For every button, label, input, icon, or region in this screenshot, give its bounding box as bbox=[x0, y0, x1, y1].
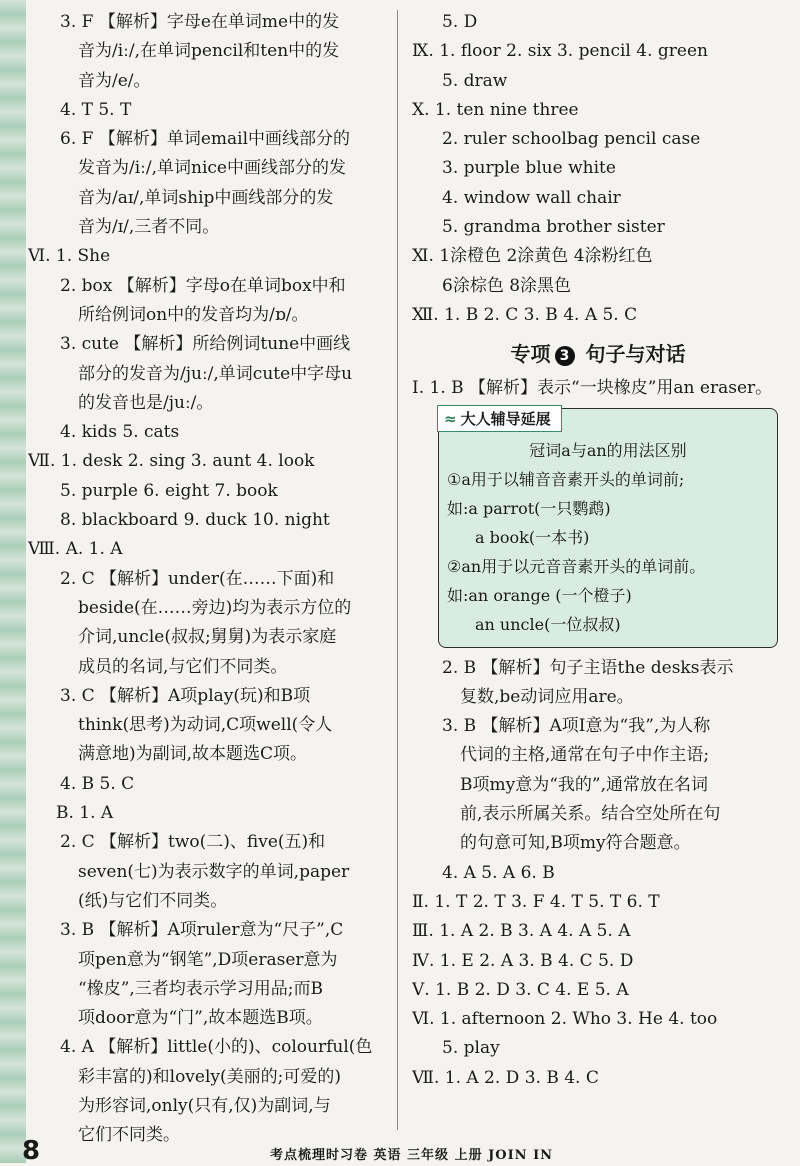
answer-line: 项pen意为“钢笔”,D项eraser意为 bbox=[78, 949, 338, 970]
answer-line: 6. F 【解析】单词email中画线部分的 bbox=[60, 129, 351, 150]
section-heading: Ⅺ. 1涂橙色 2涂黄色 4涂粉红色 bbox=[412, 246, 653, 267]
section-heading: Ⅳ. 1. E 2. A 3. B 4. C 5. D bbox=[412, 950, 634, 971]
answer-line: 5. D bbox=[442, 12, 478, 32]
answer-line: 4. T 5. T bbox=[60, 99, 132, 120]
answer-line: 2. C 【解析】two(二)、five(五)和 bbox=[60, 832, 326, 853]
answer-line: 彩丰富的)和lovely(美丽的;可爱的) bbox=[78, 1066, 342, 1087]
box-line: 如:an orange (一个橙子) bbox=[447, 585, 632, 605]
answer-line: 2. B 【解析】句子主语the desks表示 bbox=[442, 657, 734, 678]
page-number: 8 bbox=[22, 1136, 41, 1166]
answer-line: think(思考)为动词,C项well(令人 bbox=[78, 715, 333, 736]
section-heading: Ⅲ. 1. A 2. B 3. A 4. A 5. A bbox=[412, 921, 631, 942]
answer-line: 部分的发音为/juː/,单词cute中字母u bbox=[78, 363, 353, 384]
answer-line: 2. box 【解析】字母o在单词box中和 bbox=[60, 275, 346, 296]
answer-line: 3. cute 【解析】所给例词tune中画线 bbox=[60, 334, 351, 355]
box-line: a book(一本书) bbox=[475, 527, 590, 547]
answer-line: 2. ruler schoolbag pencil case bbox=[442, 129, 701, 150]
answer-line: 发音为/iː/,单词nice中画线部分的发 bbox=[78, 158, 346, 179]
box-tag bbox=[437, 405, 562, 432]
answer-line: 的句意可知,B项my符合题意。 bbox=[460, 833, 691, 854]
subsection-heading: B. 1. A bbox=[56, 803, 114, 824]
section-heading: Ⅵ. 1. afternoon 2. Who 3. He 4. too bbox=[412, 1009, 718, 1030]
wave-icon: ≈ bbox=[444, 409, 457, 428]
section-heading: Ⅱ. 1. T 2. T 3. F 4. T 5. T 6. T bbox=[412, 891, 660, 912]
answer-line: 4. A 5. A 6. B bbox=[442, 862, 555, 883]
answer-line: 音为/iː/,在单词pencil和ten中的发 bbox=[78, 41, 340, 62]
section-heading: Ⅷ. A. 1. A bbox=[28, 539, 123, 560]
answer-line: 5. purple 6. eight 7. book bbox=[60, 480, 278, 501]
answer-line: 项door意为“门”,故本题选B项。 bbox=[78, 1008, 323, 1029]
answer-line: 2. C 【解析】under(在……下面)和 bbox=[60, 568, 335, 589]
box-line: 如:a parrot(一只鹦鹉) bbox=[447, 498, 611, 518]
right-column bbox=[412, 8, 784, 1093]
answer-line: 8. blackboard 9. duck 10. night bbox=[60, 510, 330, 531]
tutoring-extension-box bbox=[438, 408, 778, 648]
answer-line: 3. F 【解析】字母e在单词me中的发 bbox=[60, 12, 340, 32]
answer-line: 复数,be动词应用are。 bbox=[460, 686, 634, 707]
section-heading: Ⅻ. 1. B 2. C 3. B 4. A 5. C bbox=[412, 304, 638, 325]
box-heading: 冠词a与an的用法区别 bbox=[529, 440, 687, 460]
answer-line: 成员的名词,与它们不同类。 bbox=[78, 656, 288, 677]
box-line: an uncle(一位叔叔) bbox=[475, 614, 621, 634]
footer-text: 考点梳理时习卷 英语 三年级 上册 JOIN IN bbox=[270, 1148, 554, 1163]
answer-line: 为形容词,only(只有,仅)为副词,与 bbox=[78, 1095, 331, 1116]
answer-line: 5. draw bbox=[442, 70, 508, 91]
section-title-text: 句子与对话 bbox=[585, 342, 686, 367]
answer-line: 音为/ɪ/,三者不同。 bbox=[78, 217, 220, 238]
answer-line: “橡皮”,三者均表示学习用品;而B bbox=[78, 978, 324, 999]
answer-line: 所给例词on中的发音均为/ɒ/。 bbox=[78, 304, 309, 325]
answer-line: 介词,uncle(叔叔;舅舅)为表示家庭 bbox=[78, 627, 337, 648]
answer-line: 4. A 【解析】little(小的)、colourful(色 bbox=[60, 1037, 373, 1058]
answer-line: 4. window wall chair bbox=[442, 187, 621, 208]
answer-line: 代词的主格,通常在句子中作主语; bbox=[460, 745, 710, 766]
section-heading: Ⅶ. 1. A 2. D 3. B 4. C bbox=[412, 1067, 599, 1088]
left-column bbox=[28, 8, 390, 1151]
answer-line: 5. grandma brother sister bbox=[442, 217, 665, 238]
box-tag-label: 大人辅导延展 bbox=[460, 409, 551, 428]
section-heading: Ⅸ. 1. floor 2. six 3. pencil 4. green bbox=[412, 41, 708, 62]
section-heading: Ⅰ. 1. B 【解析】表示“一块橡皮”用an eraser。 bbox=[412, 378, 773, 399]
answer-line: 4. B 5. C bbox=[60, 773, 135, 794]
answer-line: 4. kids 5. cats bbox=[60, 422, 180, 443]
section-heading: Ⅹ. 1. ten nine three bbox=[412, 99, 579, 120]
answer-line: (纸)与它们不同类。 bbox=[78, 890, 228, 911]
answer-line: beside(在……旁边)均为表示方位的 bbox=[78, 597, 352, 618]
answer-line: 3. B 【解析】A项ruler意为“尺子”,C bbox=[60, 920, 344, 941]
answer-line: 3. C 【解析】A项play(玩)和B项 bbox=[60, 685, 311, 706]
section-heading: Ⅴ. 1. B 2. D 3. C 4. E 5. A bbox=[412, 979, 629, 1000]
answer-line: 的发音也是/juː/。 bbox=[78, 392, 214, 413]
column-divider bbox=[397, 10, 398, 1130]
answer-line: 3. purple blue white bbox=[442, 158, 616, 179]
answer-line: 6涂棕色 8涂黑色 bbox=[442, 275, 572, 296]
page-footer bbox=[0, 1136, 800, 1166]
answer-line: 满意地)为副词,故本题选C项。 bbox=[78, 744, 308, 765]
section-number-badge: 3 bbox=[555, 346, 575, 366]
answer-line: 音为/e/。 bbox=[78, 70, 151, 91]
answer-line: 3. B 【解析】A项I意为“我”,为人称 bbox=[442, 716, 711, 737]
section-heading: Ⅶ. 1. desk 2. sing 3. aunt 4. look bbox=[28, 451, 315, 472]
section-title bbox=[412, 334, 784, 374]
section-heading: Ⅵ. 1. She bbox=[28, 246, 111, 267]
answer-line: seven(七)为表示数字的单词,paper bbox=[78, 861, 350, 882]
answer-line: B项my意为“我的”,通常放在名词 bbox=[460, 774, 709, 795]
answer-line: 前,表示所属关系。结合空处所在句 bbox=[460, 804, 721, 825]
answer-line: 5. play bbox=[442, 1038, 500, 1059]
box-line: ①a用于以辅音音素开头的单词前; bbox=[447, 469, 685, 489]
answer-line: 音为/aɪ/,单词ship中画线部分的发 bbox=[78, 187, 334, 208]
section-prefix: 专项 bbox=[510, 342, 551, 367]
decorative-page-edge bbox=[0, 0, 26, 1163]
box-line: ②an用于以元音音素开头的单词前。 bbox=[447, 556, 706, 576]
answer-line: 它们不同类。 bbox=[78, 1125, 180, 1146]
